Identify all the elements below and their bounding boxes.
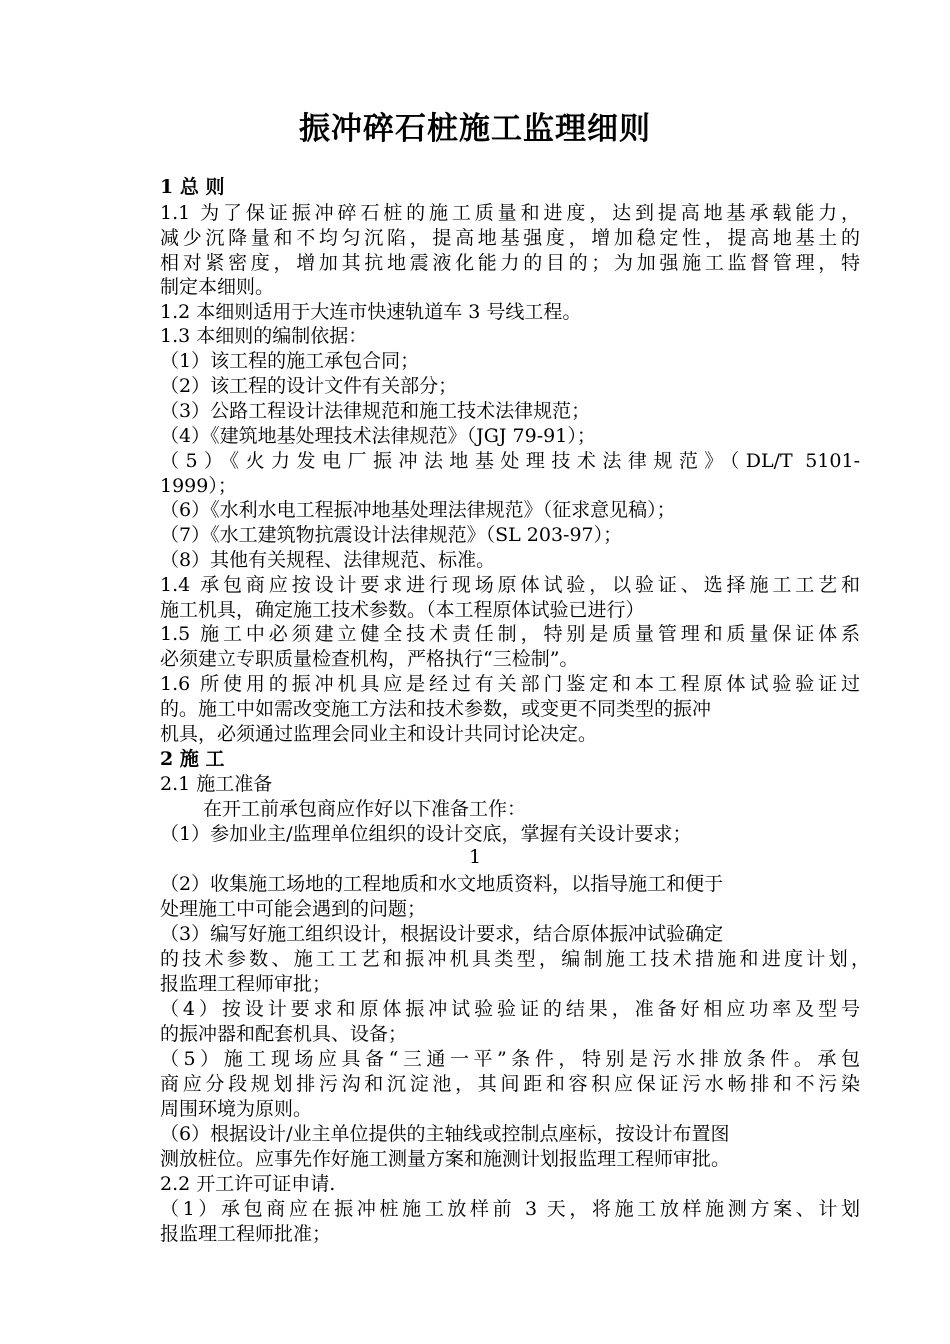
text-line: 机具，必须通过监理会同业主和设计共同讨论决定。 bbox=[160, 723, 598, 745]
list-item: （3）编写好施工组织设计，根据设计要求，结合原体振冲试验确定 bbox=[160, 923, 724, 945]
list-item: （6）《水利水电工程振冲地基处理法律规范》（征求意见稿）； bbox=[160, 499, 676, 521]
text-line: 周围环境为原则。 bbox=[160, 1098, 313, 1120]
list-item: （6）根据设计/业主单位提供的主轴线或控制点座标，按设计布置图 bbox=[160, 1123, 730, 1145]
text-line: 1.1 为了保证振冲碎石桩的施工质量和进度，达到提高地基承载能力， bbox=[160, 202, 860, 224]
text-line: 2.1 施工准备 bbox=[160, 773, 273, 795]
text-line: 施工机具，确定施工技术参数。（本工程原体试验已进行） bbox=[160, 599, 645, 621]
text-line: 商应分段规划排污沟和沉淀池，其间距和容积应保证污水畅排和不污染 bbox=[160, 1073, 860, 1095]
list-item: （4）按设计要求和原体振冲试验验证的结果，准备好相应功率及型号 bbox=[160, 998, 860, 1020]
list-item: （8）其他有关规程、法律规范、标准。 bbox=[160, 549, 496, 571]
list-item: （5）《火力发电厂振冲法地基处理技术法律规范》（DL/T 5101- bbox=[160, 450, 860, 472]
text-line: 1.5 施工中必须建立健全技术责任制，特别是质量管理和质量保证体系 bbox=[160, 623, 860, 645]
text-line: 制定本细则。 bbox=[160, 276, 275, 298]
text-line: 1.3 本细则的编制依据： bbox=[160, 325, 368, 347]
section-heading: 2 施 工 bbox=[160, 748, 225, 770]
list-item: （2）该工程的设计文件有关部分； bbox=[160, 375, 458, 397]
list-item: （5）施工现场应具备“三通一平”条件，特别是污水排放条件。承包 bbox=[160, 1048, 860, 1070]
text-line: 的振冲器和配套机具、设备； bbox=[160, 1023, 408, 1045]
list-item: （4）《建筑地基处理技术法律规范》（JGJ 79-91）； bbox=[160, 425, 596, 447]
page-number: 1 bbox=[468, 846, 482, 868]
text-line: 的。施工中如需改变施工方法和技术参数，或变更不同类型的振冲 bbox=[160, 698, 712, 720]
list-item: （7）《水工建筑物抗震设计法律规范》（SL 203-97）； bbox=[160, 524, 623, 546]
text-line: 1.6 所使用的振冲机具应是经过有关部门鉴定和本工程原体试验验证过 bbox=[160, 673, 860, 695]
text-line: 报监理工程师审批； bbox=[160, 973, 332, 995]
document-title: 振冲碎石桩施工监理细则 bbox=[299, 111, 651, 147]
text-line: 必须建立专职质量检查机构，严格执行“三检制”。 bbox=[160, 648, 579, 670]
text-line: 处理施工中可能会遇到的问题； bbox=[160, 898, 427, 920]
text-line: 报监理工程师批准； bbox=[160, 1223, 332, 1245]
section-heading: 1 总 则 bbox=[160, 176, 225, 198]
list-item: （1）该工程的施工承包合同； bbox=[160, 350, 420, 372]
text-line: 相对紧密度，增加其抗地震液化能力的目的；为加强施工监督管理，特 bbox=[160, 252, 860, 274]
list-item: （1）参加业主/监理单位组织的设计交底，掌握有关设计要求； bbox=[160, 823, 692, 845]
text-line: 减少沉降量和不均匀沉陷，提高地基强度，增加稳定性，提高地基土的 bbox=[160, 227, 860, 249]
text-line: 测放桩位。应事先作好施工测量方案和施测计划报监理工程师审批。 bbox=[160, 1148, 731, 1170]
text-line: 的技术参数、施工工艺和振冲机具类型，编制施工技术措施和进度计划， bbox=[160, 948, 870, 970]
text-line: 1999）； bbox=[160, 475, 237, 497]
text-line: 1.4 承包商应按设计要求进行现场原体试验，以验证、选择施工工艺和 bbox=[160, 574, 860, 596]
list-item: （2）收集施工场地的工程地质和水文地质资料，以指导施工和便于 bbox=[160, 873, 724, 895]
list-item: （3）公路工程设计法律规范和施工技术法律规范； bbox=[160, 400, 591, 422]
text-line: 在开工前承包商应作好以下准备工作： bbox=[203, 798, 527, 820]
text-line: 1.2 本细则适用于大连市快速轨道车 3 号线工程。 bbox=[160, 301, 582, 323]
text-line: 2.2 开工许可证申请. bbox=[160, 1173, 336, 1195]
list-item: （1）承包商应在振冲桩施工放样前 3 天，将施工放样施测方案、计划 bbox=[160, 1198, 860, 1220]
